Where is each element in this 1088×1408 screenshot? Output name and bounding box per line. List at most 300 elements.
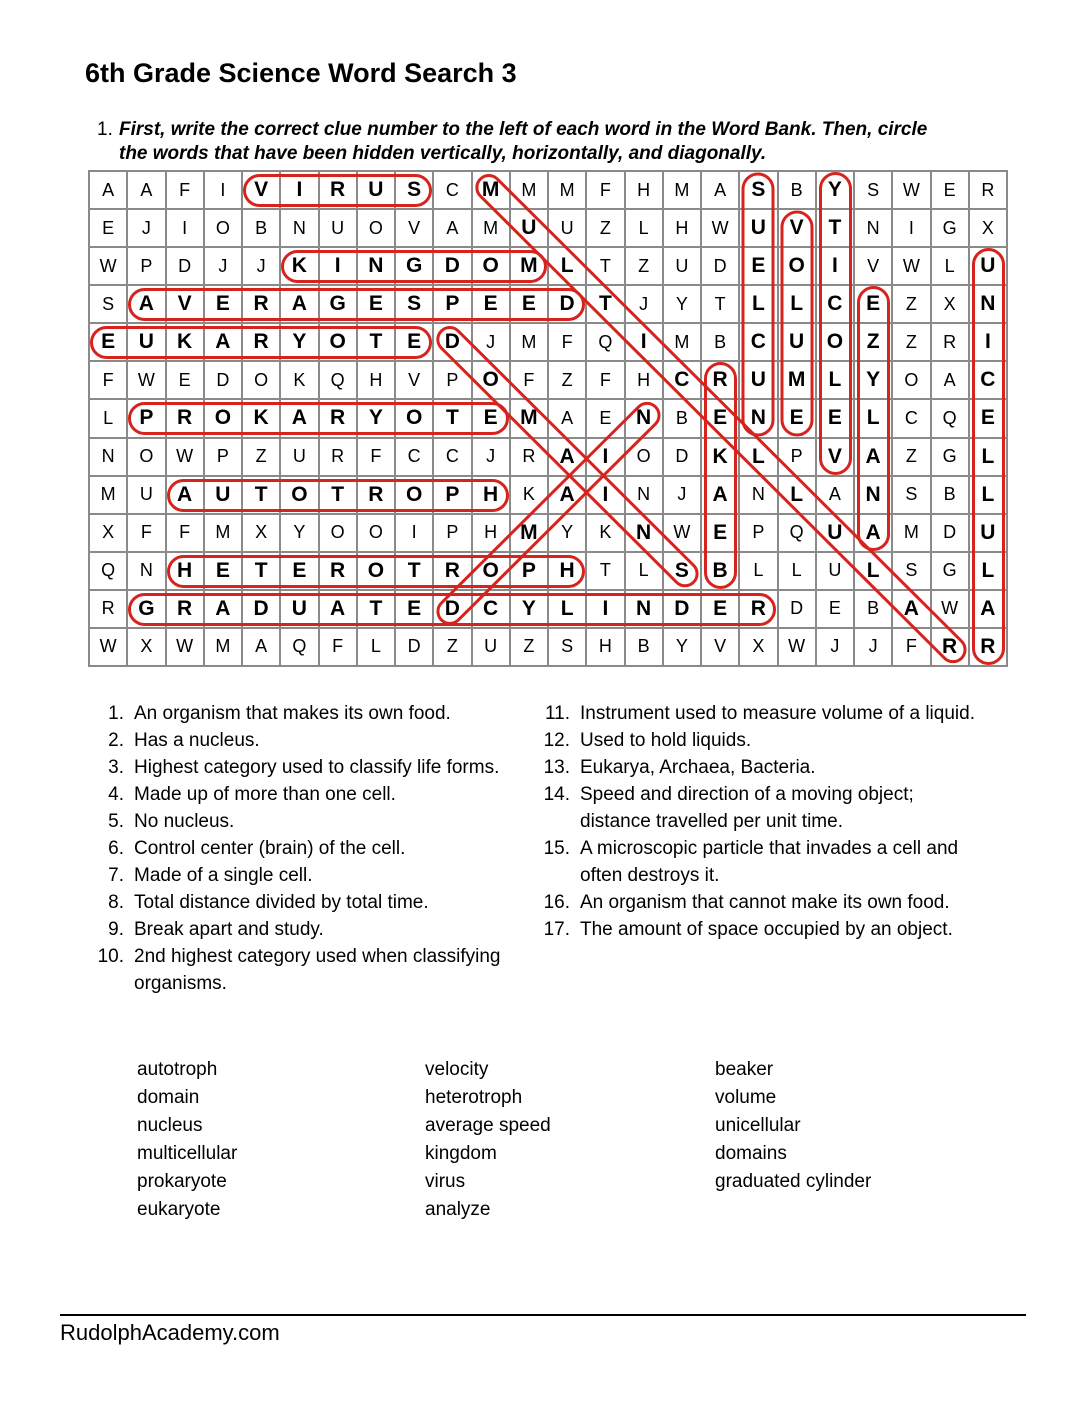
grid-cell: R xyxy=(932,629,968,665)
word-bank-column xyxy=(137,1056,237,1224)
grid-cell: N xyxy=(626,591,662,627)
grid-cell: U xyxy=(473,629,509,665)
clue-item xyxy=(88,781,528,808)
instruction-number: 1. xyxy=(97,119,113,140)
grid-cell: P xyxy=(779,439,815,475)
grid-cell: A xyxy=(893,591,929,627)
grid-cell: A xyxy=(817,477,853,513)
grid-cell: D xyxy=(549,286,585,322)
clue-item xyxy=(88,754,528,781)
grid-cell: R xyxy=(243,286,279,322)
clues-right xyxy=(534,700,986,943)
grid-cell: U xyxy=(817,553,853,589)
grid-cell: U xyxy=(549,210,585,246)
clue-item xyxy=(88,889,528,916)
grid-cell: A xyxy=(855,439,891,475)
grid-cell: H xyxy=(626,362,662,398)
grid-cell: A xyxy=(167,477,203,513)
clue-text: 2nd highest category used when classifying organisms. xyxy=(134,946,501,994)
grid-cell: P xyxy=(511,553,547,589)
grid-cell: T xyxy=(358,591,394,627)
grid-cell: P xyxy=(434,515,470,551)
grid-cell: A xyxy=(970,591,1006,627)
clue-item xyxy=(88,727,528,754)
grid-cell: H xyxy=(664,210,700,246)
grid-cell: A xyxy=(855,515,891,551)
grid-cell: O xyxy=(358,553,394,589)
grid-cell: N xyxy=(626,477,662,513)
grid-cell: W xyxy=(167,439,203,475)
grid-cell: N xyxy=(626,515,662,551)
grid-cell: E xyxy=(167,362,203,398)
grid-cell: C xyxy=(434,172,470,208)
grid-cell: Z xyxy=(893,286,929,322)
grid-cell: Z xyxy=(626,248,662,284)
clue-item xyxy=(88,943,528,997)
page-title: 6th Grade Science Word Search 3 xyxy=(85,58,517,88)
grid-cell: E xyxy=(702,400,738,436)
grid-cell: C xyxy=(893,400,929,436)
clue-text: Total distance divided by total time. xyxy=(134,892,429,913)
grid-cell: Z xyxy=(587,210,623,246)
grid-cell: V xyxy=(396,362,432,398)
grid-cell: H xyxy=(626,172,662,208)
grid-cell: U xyxy=(358,172,394,208)
grid-cell: B xyxy=(664,400,700,436)
grid-cell: R xyxy=(434,553,470,589)
clue-number: 8. xyxy=(108,892,124,913)
grid-cell: I xyxy=(893,210,929,246)
clue-number: 2. xyxy=(108,730,124,751)
grid-cell: P xyxy=(128,248,164,284)
grid-cell: F xyxy=(358,439,394,475)
clue-item xyxy=(88,808,528,835)
grid-cell: M xyxy=(511,324,547,360)
grid-cell: M xyxy=(511,172,547,208)
grid-cell: V xyxy=(855,248,891,284)
grid-cell: R xyxy=(970,172,1006,208)
clue-item xyxy=(534,781,986,835)
grid-cell: Q xyxy=(932,400,968,436)
grid-cell: K xyxy=(702,439,738,475)
grid-cell: U xyxy=(970,515,1006,551)
grid-cell: U xyxy=(664,248,700,284)
word-bank-item: unicellular xyxy=(715,1115,801,1136)
grid-cell: M xyxy=(893,515,929,551)
grid-cell: U xyxy=(128,324,164,360)
grid-cell: M xyxy=(205,629,241,665)
grid-cell: C xyxy=(396,439,432,475)
grid-cell: F xyxy=(549,324,585,360)
grid-cell: M xyxy=(205,515,241,551)
grid-cell: U xyxy=(511,210,547,246)
grid-cell: I xyxy=(587,477,623,513)
word-bank-item: beaker xyxy=(715,1059,774,1080)
clue-number: 13. xyxy=(543,757,570,778)
grid-cell: D xyxy=(779,591,815,627)
word-bank-item: autotroph xyxy=(137,1059,218,1080)
grid-cell: M xyxy=(549,172,585,208)
grid-cell: B xyxy=(243,210,279,246)
grid-cell: A xyxy=(128,172,164,208)
grid-cell: D xyxy=(434,248,470,284)
grid-cell: P xyxy=(434,362,470,398)
clue-number: 1. xyxy=(108,703,124,724)
grid-cell: D xyxy=(702,248,738,284)
clue-text: An organism that cannot make its own food. xyxy=(580,892,950,913)
grid-cell: A xyxy=(90,172,126,208)
grid-cell: R xyxy=(320,553,356,589)
grid-cell: I xyxy=(320,248,356,284)
grid-cell: O xyxy=(779,248,815,284)
grid-cell: H xyxy=(167,553,203,589)
grid-cell: Z xyxy=(434,629,470,665)
grid-cell: N xyxy=(855,210,891,246)
grid-cell: R xyxy=(320,439,356,475)
grid-cell: O xyxy=(358,210,394,246)
grid-cell: E xyxy=(587,400,623,436)
grid-cell: L xyxy=(779,477,815,513)
grid-cell: U xyxy=(281,439,317,475)
grid-cell: R xyxy=(167,400,203,436)
grid-cell: O xyxy=(473,248,509,284)
grid-cell: A xyxy=(702,172,738,208)
grid-cell: O xyxy=(281,477,317,513)
grid-cell: N xyxy=(626,400,662,436)
grid-cell: S xyxy=(549,629,585,665)
grid-cell: N xyxy=(740,400,776,436)
word-bank-item: heterotroph xyxy=(425,1087,523,1108)
grid-cell: Y xyxy=(664,286,700,322)
grid-cell: L xyxy=(626,210,662,246)
grid-cell: X xyxy=(90,515,126,551)
instruction-text: First, write the correct clue number to the left of each word in the Word Bank. Then, circle the words that have been hidden vertically, horizontally, and diagonally. xyxy=(119,119,928,164)
grid-cell: I xyxy=(817,248,853,284)
grid-cell: Q xyxy=(90,553,126,589)
grid-cell: W xyxy=(664,515,700,551)
grid-cell: K xyxy=(281,248,317,284)
clue-text: Highest category used to classify life forms. xyxy=(134,757,500,778)
word-bank-item: velocity xyxy=(425,1059,489,1080)
grid-cell: H xyxy=(473,515,509,551)
grid-cell: M xyxy=(511,400,547,436)
grid-cell: J xyxy=(664,477,700,513)
grid-cell: W xyxy=(893,248,929,284)
grid-cell: J xyxy=(473,324,509,360)
clue-number: 7. xyxy=(108,865,124,886)
grid-cell: A xyxy=(320,591,356,627)
word-bank-item: domain xyxy=(137,1087,200,1108)
grid-cell: L xyxy=(970,553,1006,589)
grid-cell: R xyxy=(970,629,1006,665)
grid-cell: E xyxy=(473,400,509,436)
grid-cell: I xyxy=(626,324,662,360)
instruction xyxy=(97,118,957,166)
clue-text: An organism that makes its own food. xyxy=(134,703,451,724)
grid-cell: O xyxy=(396,400,432,436)
grid-cell: U xyxy=(970,248,1006,284)
grid-cell: T xyxy=(434,400,470,436)
grid-cell: R xyxy=(702,362,738,398)
grid-cell: G xyxy=(320,286,356,322)
grid-cell: L xyxy=(970,477,1006,513)
word-bank-item: virus xyxy=(425,1171,466,1192)
clue-number: 10. xyxy=(97,946,124,967)
clue-item xyxy=(534,889,986,916)
clue-text: Has a nucleus. xyxy=(134,730,260,751)
clue-text: Instrument used to measure volume of a liquid. xyxy=(580,703,975,724)
clue-item xyxy=(534,727,986,754)
grid-cell: G xyxy=(128,591,164,627)
grid-cell: N xyxy=(970,286,1006,322)
grid-cell: Z xyxy=(855,324,891,360)
grid-cell: N xyxy=(740,477,776,513)
grid-cell: F xyxy=(167,515,203,551)
grid-cell: F xyxy=(90,362,126,398)
grid-cell: E xyxy=(281,553,317,589)
grid-cell: Y xyxy=(281,324,317,360)
grid-cell: P xyxy=(128,400,164,436)
grid-cell: X xyxy=(128,629,164,665)
word-bank-column xyxy=(715,1056,871,1196)
grid-cell: Q xyxy=(587,324,623,360)
grid-cell: B xyxy=(702,553,738,589)
clue-item xyxy=(534,700,986,727)
grid-cell: A xyxy=(932,362,968,398)
grid-cell: W xyxy=(702,210,738,246)
grid-cell: Y xyxy=(855,362,891,398)
grid-cell: Z xyxy=(243,439,279,475)
grid-cell: E xyxy=(396,591,432,627)
grid-cell: R xyxy=(167,591,203,627)
grid-cell: U xyxy=(281,591,317,627)
grid-cell: S xyxy=(90,286,126,322)
grid-cell: P xyxy=(740,515,776,551)
grid-cell: G xyxy=(396,248,432,284)
grid-cell: B xyxy=(702,324,738,360)
grid-cell: D xyxy=(932,515,968,551)
grid-cell: E xyxy=(702,591,738,627)
clue-number: 3. xyxy=(108,757,124,778)
grid-cell: C xyxy=(740,324,776,360)
grid-cell: V xyxy=(702,629,738,665)
grid-cell: P xyxy=(434,286,470,322)
grid-cell: E xyxy=(90,324,126,360)
grid-cell: I xyxy=(396,515,432,551)
grid-cell: L xyxy=(779,286,815,322)
grid-cell: Y xyxy=(511,591,547,627)
grid-cell: Z xyxy=(549,362,585,398)
grid-cell: U xyxy=(779,324,815,360)
grid-cell: I xyxy=(205,172,241,208)
grid-cell: G xyxy=(932,210,968,246)
word-bank-item: volume xyxy=(715,1087,777,1108)
grid-cell: T xyxy=(320,477,356,513)
grid-cell: L xyxy=(855,400,891,436)
grid-cell: E xyxy=(702,515,738,551)
grid-cell: E xyxy=(511,286,547,322)
grid-cell: M xyxy=(664,324,700,360)
grid-cell: U xyxy=(817,515,853,551)
grid-cell: Z xyxy=(893,324,929,360)
grid-cell: O xyxy=(358,515,394,551)
grid-cell: V xyxy=(243,172,279,208)
grid-cell: U xyxy=(205,477,241,513)
grid-cell: R xyxy=(511,439,547,475)
grid-cell: D xyxy=(434,324,470,360)
grid-cell: O xyxy=(473,362,509,398)
grid-cell: W xyxy=(90,248,126,284)
grid-cell: K xyxy=(587,515,623,551)
clue-item xyxy=(88,700,528,727)
grid-cell: Y xyxy=(358,400,394,436)
grid-cell: J xyxy=(205,248,241,284)
grid-cell: T xyxy=(587,248,623,284)
clue-text: Eukarya, Archaea, Bacteria. xyxy=(580,757,816,778)
grid-cell: A xyxy=(205,324,241,360)
grid-cell: X xyxy=(970,210,1006,246)
grid-cell: F xyxy=(128,515,164,551)
grid-cell: I xyxy=(587,591,623,627)
grid-cell: R xyxy=(90,591,126,627)
grid-cell: J xyxy=(243,248,279,284)
grid-cell: N xyxy=(855,477,891,513)
grid-cell: M xyxy=(90,477,126,513)
grid-cell: L xyxy=(358,629,394,665)
grid-cell: J xyxy=(855,629,891,665)
grid-cell: E xyxy=(970,400,1006,436)
grid-cell: W xyxy=(167,629,203,665)
grid-cell: I xyxy=(587,439,623,475)
clue-text: The amount of space occupied by an object. xyxy=(580,919,953,940)
grid-cell: D xyxy=(243,591,279,627)
grid-cell: L xyxy=(817,362,853,398)
grid-cell: N xyxy=(128,553,164,589)
grid-cell: M xyxy=(511,248,547,284)
grid-cell: C xyxy=(817,286,853,322)
grid-cell: E xyxy=(740,248,776,284)
grid-cell: W xyxy=(128,362,164,398)
grid-cell: O xyxy=(396,477,432,513)
clue-number: 12. xyxy=(543,730,570,751)
grid-cell: O xyxy=(893,362,929,398)
grid-cell: B xyxy=(779,172,815,208)
grid-cell: O xyxy=(128,439,164,475)
grid-cell: O xyxy=(205,400,241,436)
grid-cell: D xyxy=(167,248,203,284)
grid-cell: A xyxy=(434,210,470,246)
grid-cell: N xyxy=(90,439,126,475)
grid-cell: M xyxy=(511,515,547,551)
grid-cell: T xyxy=(396,553,432,589)
grid-cell: W xyxy=(932,591,968,627)
grid-cell: W xyxy=(779,629,815,665)
grid-cell: T xyxy=(243,477,279,513)
grid-cell: I xyxy=(281,172,317,208)
grid-cell: X xyxy=(932,286,968,322)
clue-text: Speed and direction of a moving object; distance travelled per unit time. xyxy=(580,784,914,832)
grid-cell: A xyxy=(549,400,585,436)
clues-left xyxy=(88,700,528,997)
grid-cell: E xyxy=(932,172,968,208)
footer-link: RudolphAcademy.com xyxy=(60,1320,280,1345)
grid-cell: R xyxy=(320,172,356,208)
grid-cell: E xyxy=(358,286,394,322)
clue-item xyxy=(534,754,986,781)
grid-cell: C xyxy=(970,362,1006,398)
grid-cell: D xyxy=(664,439,700,475)
grid-cell: L xyxy=(779,553,815,589)
grid-cell: S xyxy=(396,286,432,322)
grid-cell: A xyxy=(281,286,317,322)
clue-text: Made up of more than one cell. xyxy=(134,784,396,805)
grid-cell: Q xyxy=(779,515,815,551)
grid-cell: F xyxy=(167,172,203,208)
word-bank-item: average speed xyxy=(425,1115,551,1136)
grid-cell: C xyxy=(473,591,509,627)
word-bank-item: eukaryote xyxy=(137,1199,221,1220)
grid-cell: B xyxy=(932,477,968,513)
clue-number: 5. xyxy=(108,811,124,832)
grid-cell: L xyxy=(626,553,662,589)
grid-cell: H xyxy=(473,477,509,513)
grid-cell: Y xyxy=(817,172,853,208)
clue-number: 4. xyxy=(108,784,124,805)
grid-cell: T xyxy=(817,210,853,246)
clue-item xyxy=(88,862,528,889)
grid-cell: M xyxy=(664,172,700,208)
grid-cell: E xyxy=(473,286,509,322)
grid-cell: S xyxy=(893,477,929,513)
grid-cell: V xyxy=(779,210,815,246)
grid-cell: E xyxy=(90,210,126,246)
grid-cell: P xyxy=(434,477,470,513)
grid-cell: D xyxy=(205,362,241,398)
grid-cell: E xyxy=(396,324,432,360)
grid-cell: G xyxy=(932,439,968,475)
grid-cell: T xyxy=(587,553,623,589)
grid-cell: H xyxy=(549,553,585,589)
word-bank-item: analyze xyxy=(425,1199,491,1220)
grid-cell: C xyxy=(434,439,470,475)
grid-cell: S xyxy=(664,553,700,589)
clue-number: 17. xyxy=(543,919,570,940)
clue-text: Control center (brain) of the cell. xyxy=(134,838,406,859)
grid-cell: T xyxy=(702,286,738,322)
grid-cell: A xyxy=(549,477,585,513)
grid-cell: A xyxy=(243,629,279,665)
grid-cell: K xyxy=(243,400,279,436)
grid-cell: F xyxy=(320,629,356,665)
grid-cell: A xyxy=(702,477,738,513)
clue-item xyxy=(534,916,986,943)
grid-cell: A xyxy=(205,591,241,627)
grid-cell: X xyxy=(740,629,776,665)
grid-cell: N xyxy=(281,210,317,246)
grid-cell: U xyxy=(320,210,356,246)
clue-number: 9. xyxy=(108,919,124,940)
grid-cell: E xyxy=(205,286,241,322)
grid-cell: G xyxy=(932,553,968,589)
grid-cell: F xyxy=(893,629,929,665)
grid-cell: H xyxy=(358,362,394,398)
grid-cell: D xyxy=(434,591,470,627)
grid-cell: S xyxy=(855,172,891,208)
grid-cell: A xyxy=(281,400,317,436)
grid-cell: F xyxy=(587,362,623,398)
grid-cell: D xyxy=(664,591,700,627)
grid-cell: K xyxy=(167,324,203,360)
